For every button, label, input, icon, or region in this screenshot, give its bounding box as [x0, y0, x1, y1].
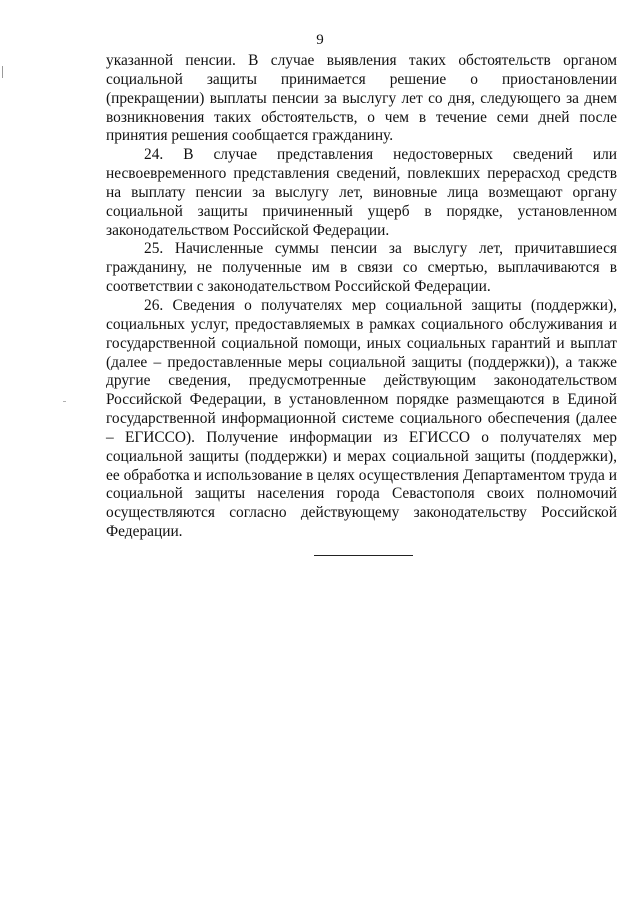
document-body: [106, 52, 617, 542]
end-of-document-rule: [314, 555, 413, 556]
scan-speck: [63, 401, 66, 402]
paragraph-26: 26. Сведения о получателях мер социальной защиты (поддержки), социальных услуг, предоставляемых в рамках социального обслуживания и государственной социальной помощи, иных социальных гарантий и выплат (далее – предоставленные меры социальной защиты (поддержки)), а также другие сведения, предусмотренные действующим законодательством Российской Федерации, в установленном порядке размещаются в Единой государственной информационной системе социального обеспечения (далее – ЕГИССО). Получение информации из ЕГИССО о получателях мер социальной защиты (поддержки) и мерах социальной защиты (поддержки), ее обработка и использование в целях осуществления Департаментом труда и социальной защиты населения города Севастополя своих полномочий осуществляются согласно действующему законодательству Российской Федерации.: [106, 296, 617, 541]
page-number: 9: [316, 32, 324, 48]
paragraph-continuation: указанной пенсии. В случае выявления таких обстоятельств органом социальной защиты принимается решение о приостановлении (прекращении) выплаты пенсии за выслугу лет со дня, следующего за днем возникновения таких обстоятельств, о чем в течение семи дней после принятия решения сообщается гражданину.: [106, 52, 617, 145]
paragraph-24: 24. В случае представления недостоверных сведений или несвоевременного представления сведений, повлекших перерасход средств на выплату пенсии за выслугу лет, виновные лица возмещают органу социальной защиты причиненный ущерб в порядке, установленном законодательством Российской Федерации.: [106, 146, 617, 239]
paragraph-25: 25. Начисленные суммы пенсии за выслугу лет, причитавшиеся гражданину, не полученные им в связи со смертью, выплачиваются в соответствии с законодательством Российской Федерации.: [106, 240, 617, 296]
scan-edge-mark: [2, 66, 3, 78]
